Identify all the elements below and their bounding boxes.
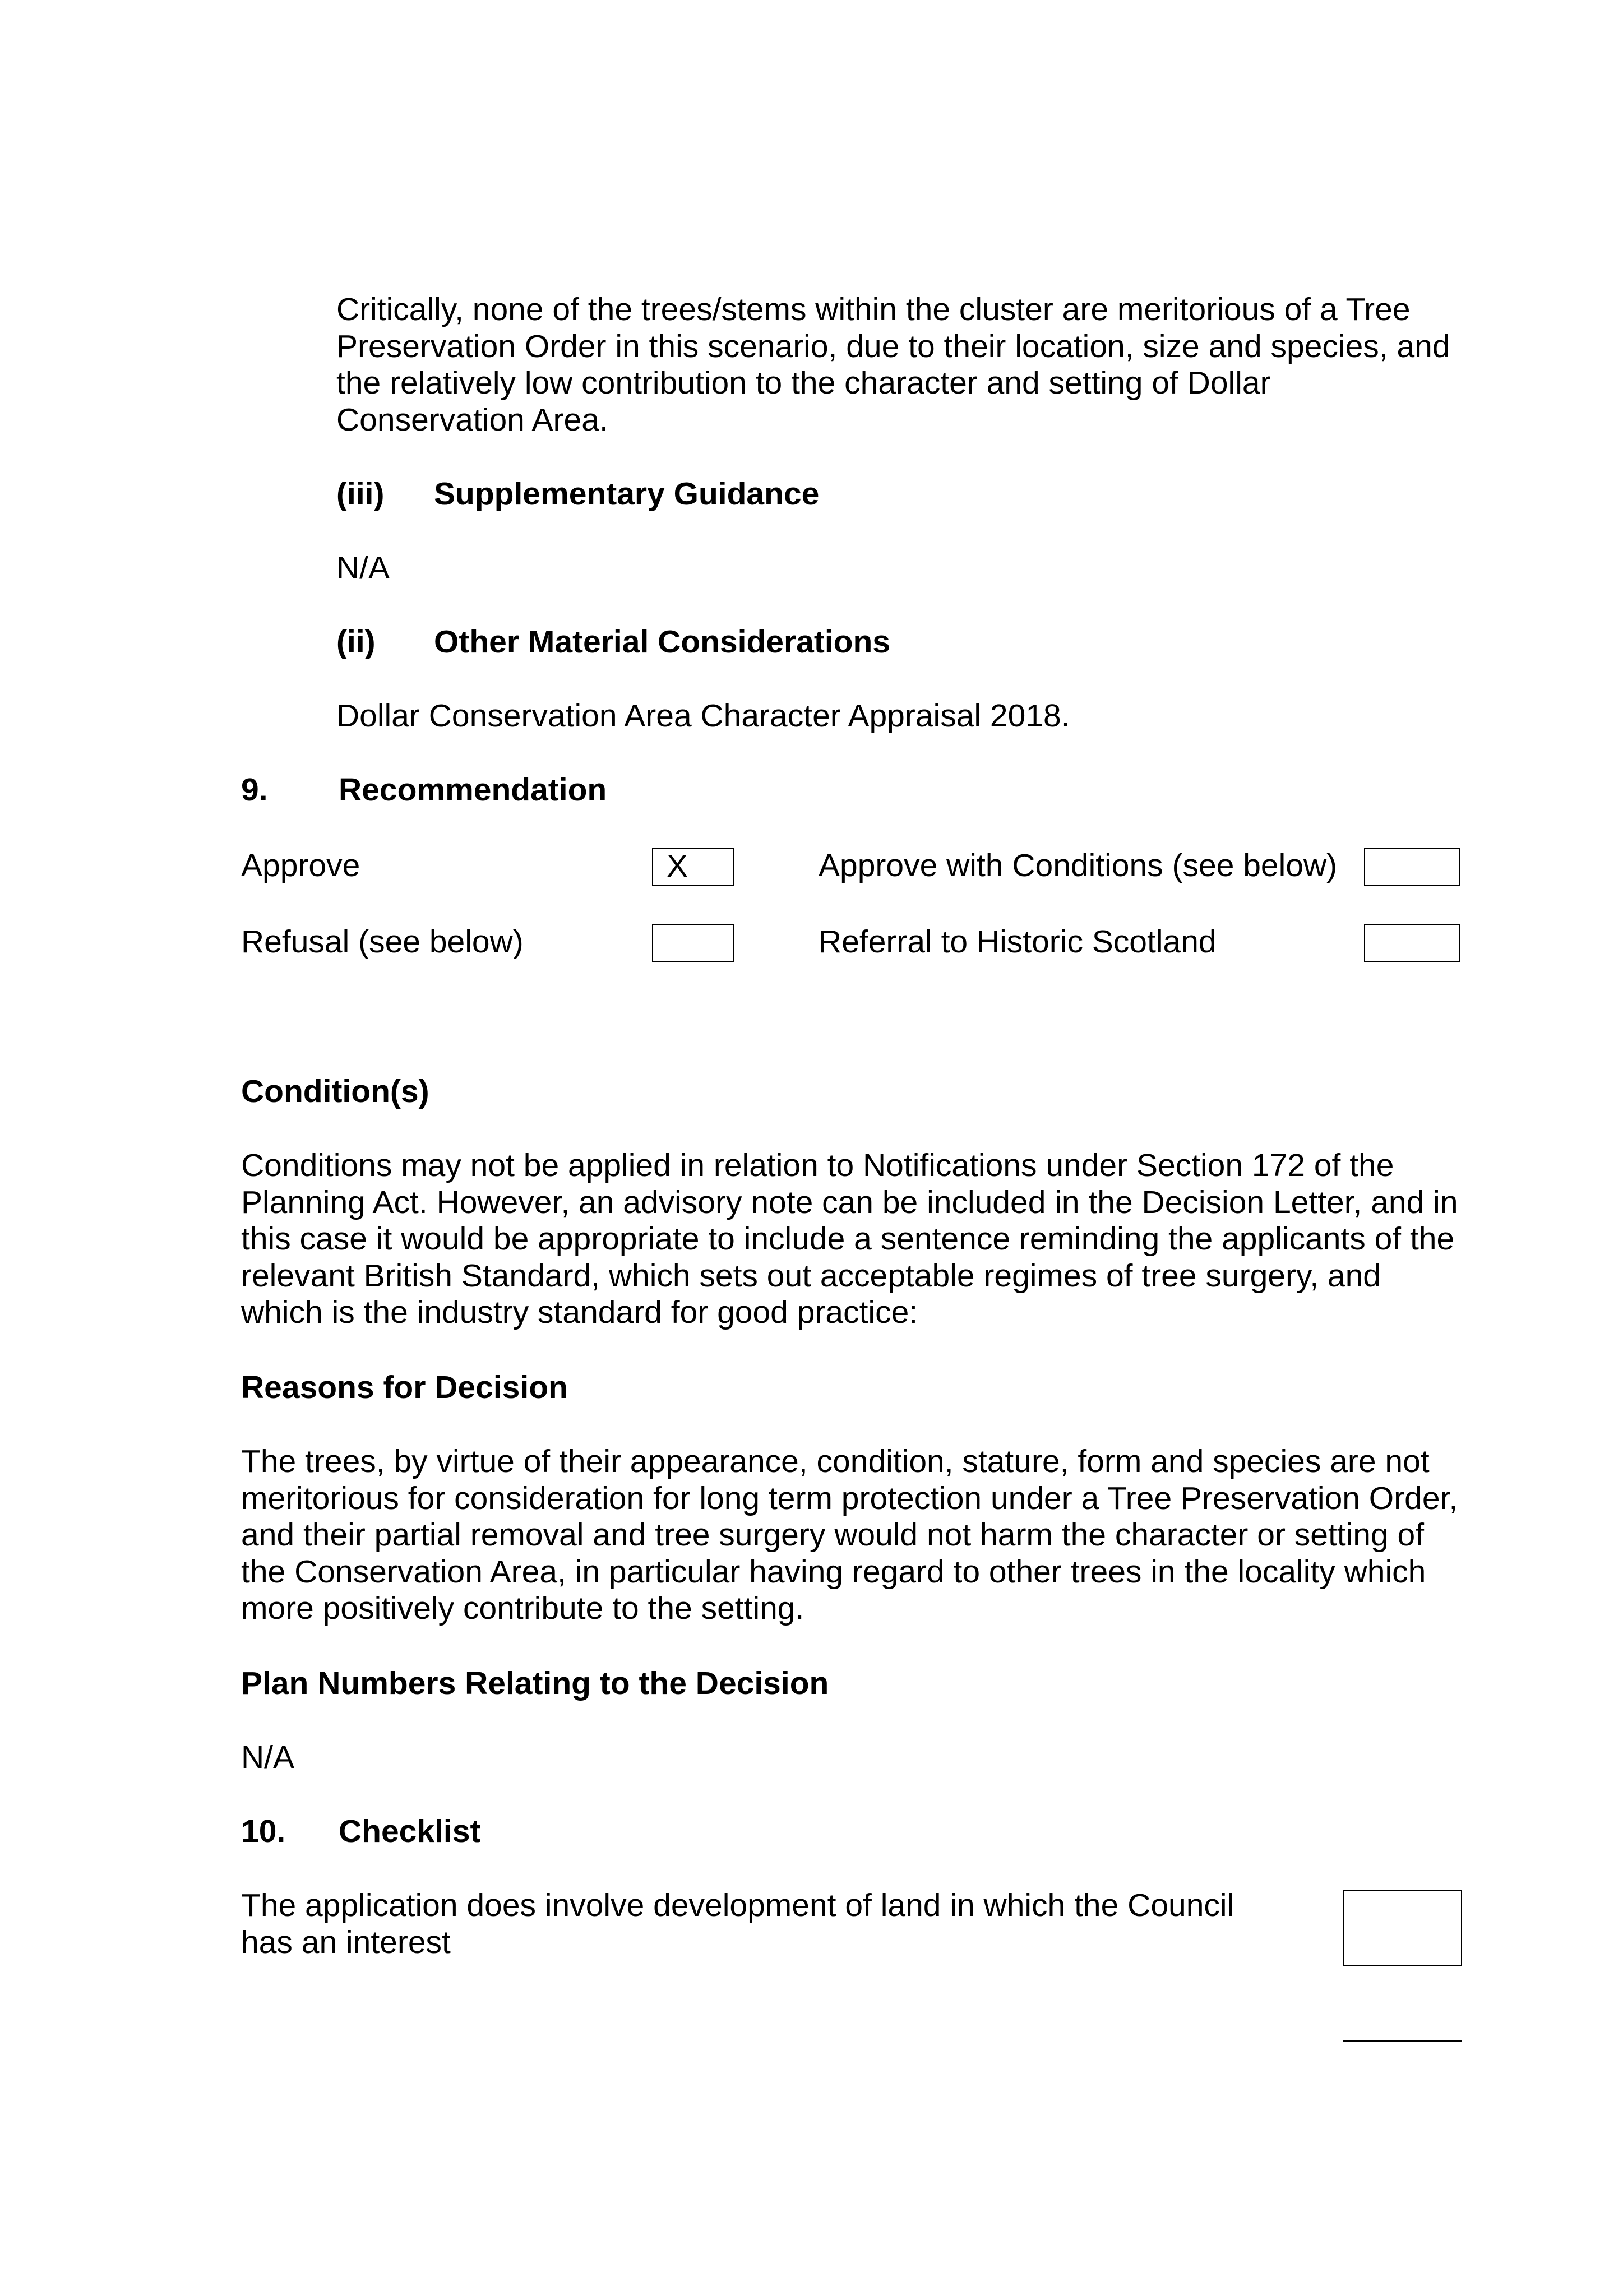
checklist-number: 10. [241,1813,286,1849]
checklist-item-text: The application does involve development of land in which the Council has an interest [241,1887,1234,1960]
supplementary-number: (iii) [336,476,385,512]
recommendation-heading [241,772,607,809]
checklist-item-checkbox[interactable] [1343,1890,1462,1966]
conditions-body: Conditions may not be applied in relation to Notifications under Section 172 of the Planning Act. However, an advisory note can be included in the Decision Letter, and in this case it would be appropriate to include a sentence reminding the applicants of the relevant British Standard, which sets out acceptable regimes of tree surgery, and which is the industry standard for good practice: [241,1147,1458,1331]
recommendation-number: 9. [241,772,268,808]
option-approve-checkbox[interactable]: X [652,848,734,886]
other-material-body: Dollar Conservation Area Character Appraisal 2018. [336,698,1070,734]
option-approve-label: Approve [241,848,360,883]
intro-paragraph: Critically, none of the trees/stems within the cluster are meritorious of a Tree Preservation Order in this scenario, due to their location, size and species, and the relatively low contribution to the character and setting of Dollar Conservation Area. [336,291,1450,438]
plan-numbers-body: N/A [241,1739,295,1775]
option-referral-label: Referral to Historic Scotland [819,924,1217,960]
other-material-title: Other Material Considerations [434,624,891,660]
option-refusal-label: Refusal (see below) [241,924,524,960]
option-referral-checkbox[interactable] [1364,924,1460,962]
checklist-heading [241,1813,480,1850]
other-material-number: (ii) [336,624,376,660]
supplementary-body: N/A [336,550,390,586]
reasons-body: The trees, by virtue of their appearance, condition, stature, form and species are not meritorious for consideration for long term protection under a Tree Preservation Order, and their partial removal and tree surgery would not harm the character or setting of the Conservation Area, in particular having regard to other trees in the locality which more positively contribute to the setting. [241,1443,1458,1627]
conditions-heading: Condition(s) [241,1073,429,1109]
option-refusal-checkbox[interactable] [652,924,734,962]
plan-numbers-heading: Plan Numbers Relating to the Decision [241,1665,829,1701]
supplementary-title: Supplementary Guidance [434,476,820,512]
recommendation-title: Recommendation [339,772,607,808]
checklist-title: Checklist [339,1813,481,1849]
option-approve-conditions-label: Approve with Conditions (see below) [819,848,1338,883]
reasons-heading: Reasons for Decision [241,1369,568,1405]
signature-rule [1343,2040,1462,2042]
other-material-heading [336,624,890,661]
supplementary-heading [336,476,819,513]
option-approve-conditions-checkbox[interactable] [1364,848,1460,886]
